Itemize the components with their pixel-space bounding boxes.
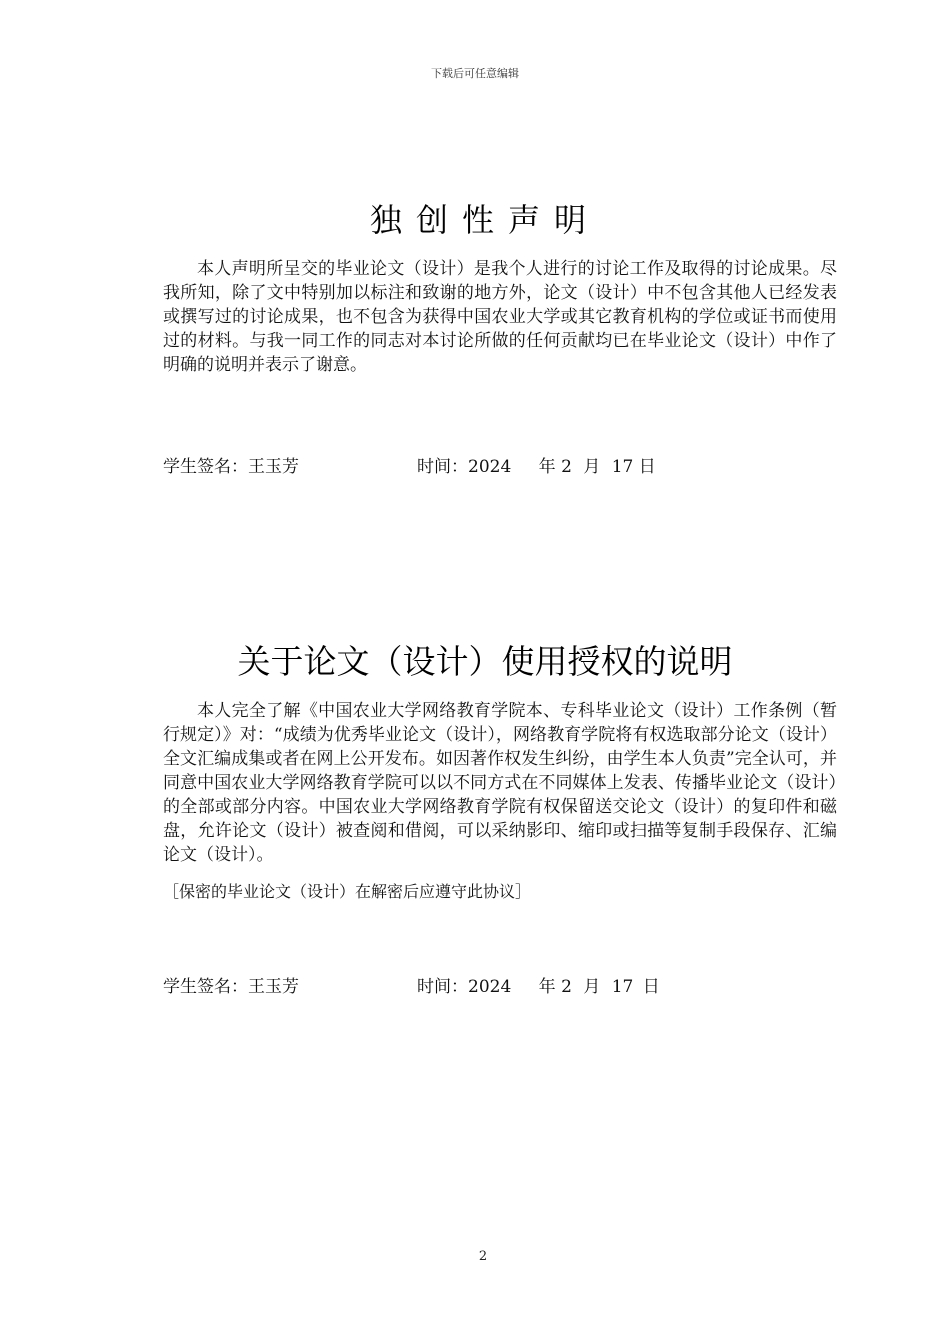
- time-year-unit: 年: [538, 977, 556, 997]
- signature-label: 学生签名：: [163, 457, 248, 477]
- signature-time: [417, 455, 656, 479]
- page-number: 2: [478, 1249, 488, 1264]
- secret-note: ［保密的毕业论文（设计）在解密后应遵守此协议］: [163, 882, 532, 901]
- declaration-title: 独创性声明: [369, 201, 600, 239]
- time-month: 2: [561, 977, 572, 997]
- time-month-unit: 月: [583, 457, 601, 477]
- time-day-unit: 日: [642, 977, 660, 997]
- time-label: 时间：: [417, 977, 468, 997]
- signature-name: 王玉芳: [248, 977, 299, 997]
- time-year: 2024: [468, 457, 512, 477]
- signature-name: 王玉芳: [248, 457, 299, 477]
- signature-time: [417, 975, 660, 999]
- declaration-signature-row: [163, 455, 656, 479]
- declaration-body: 本人声明所呈交的毕业论文（设计）是我个人进行的讨论工作及取得的讨论成果。尽我所知，除了文中特别加以标注和致谢的地方外，论文（设计）中不包含其他人已经发表或撰写过的讨论成果，也不包含为获得中国农业大学或其它教育机构的学位或证书而使用过的材料。与我一同工作的同志对本讨论所做的任何贡献均已在毕业论文（设计）中作了明确的说明并表示了谢意。: [163, 259, 837, 375]
- time-day-unit: 日: [638, 457, 656, 477]
- header-note: 下载后可任意编辑: [431, 67, 519, 80]
- time-month: 2: [561, 457, 572, 477]
- time-day: 17: [611, 457, 634, 477]
- signature-label: 学生签名：: [163, 977, 248, 997]
- time-month-unit: 月: [583, 977, 601, 997]
- time-year: 2024: [468, 977, 512, 997]
- authorization-signature-row: [163, 975, 660, 999]
- authorization-body: 本人完全了解《中国农业大学网络教育学院本、专科毕业论文（设计）工作条例（暂行规定）》对：“成绩为优秀毕业论文（设计），网络教育学院将有权选取部分论文（设计）全文汇编成集或者在网上公开发布。如因著作权发生纠纷，由学生本人负责”完全认可，并同意中国农业大学网络教育学院可以以不同方式在不同媒体上发表、传播毕业论文（设计）的全部或部分内容。中国农业大学网络教育学院有权保留送交论文（设计）的复印件和磁盘，允许论文（设计）被查阅和借阅，可以采纳影印、缩印或扫描等复制手段保存、汇编论文（设计）。: [163, 701, 837, 865]
- time-year-unit: 年: [538, 457, 556, 477]
- authorization-title: 关于论文（设计）使用授权的说明: [237, 642, 733, 681]
- time-label: 时间：: [417, 457, 468, 477]
- time-day: 17: [611, 977, 634, 997]
